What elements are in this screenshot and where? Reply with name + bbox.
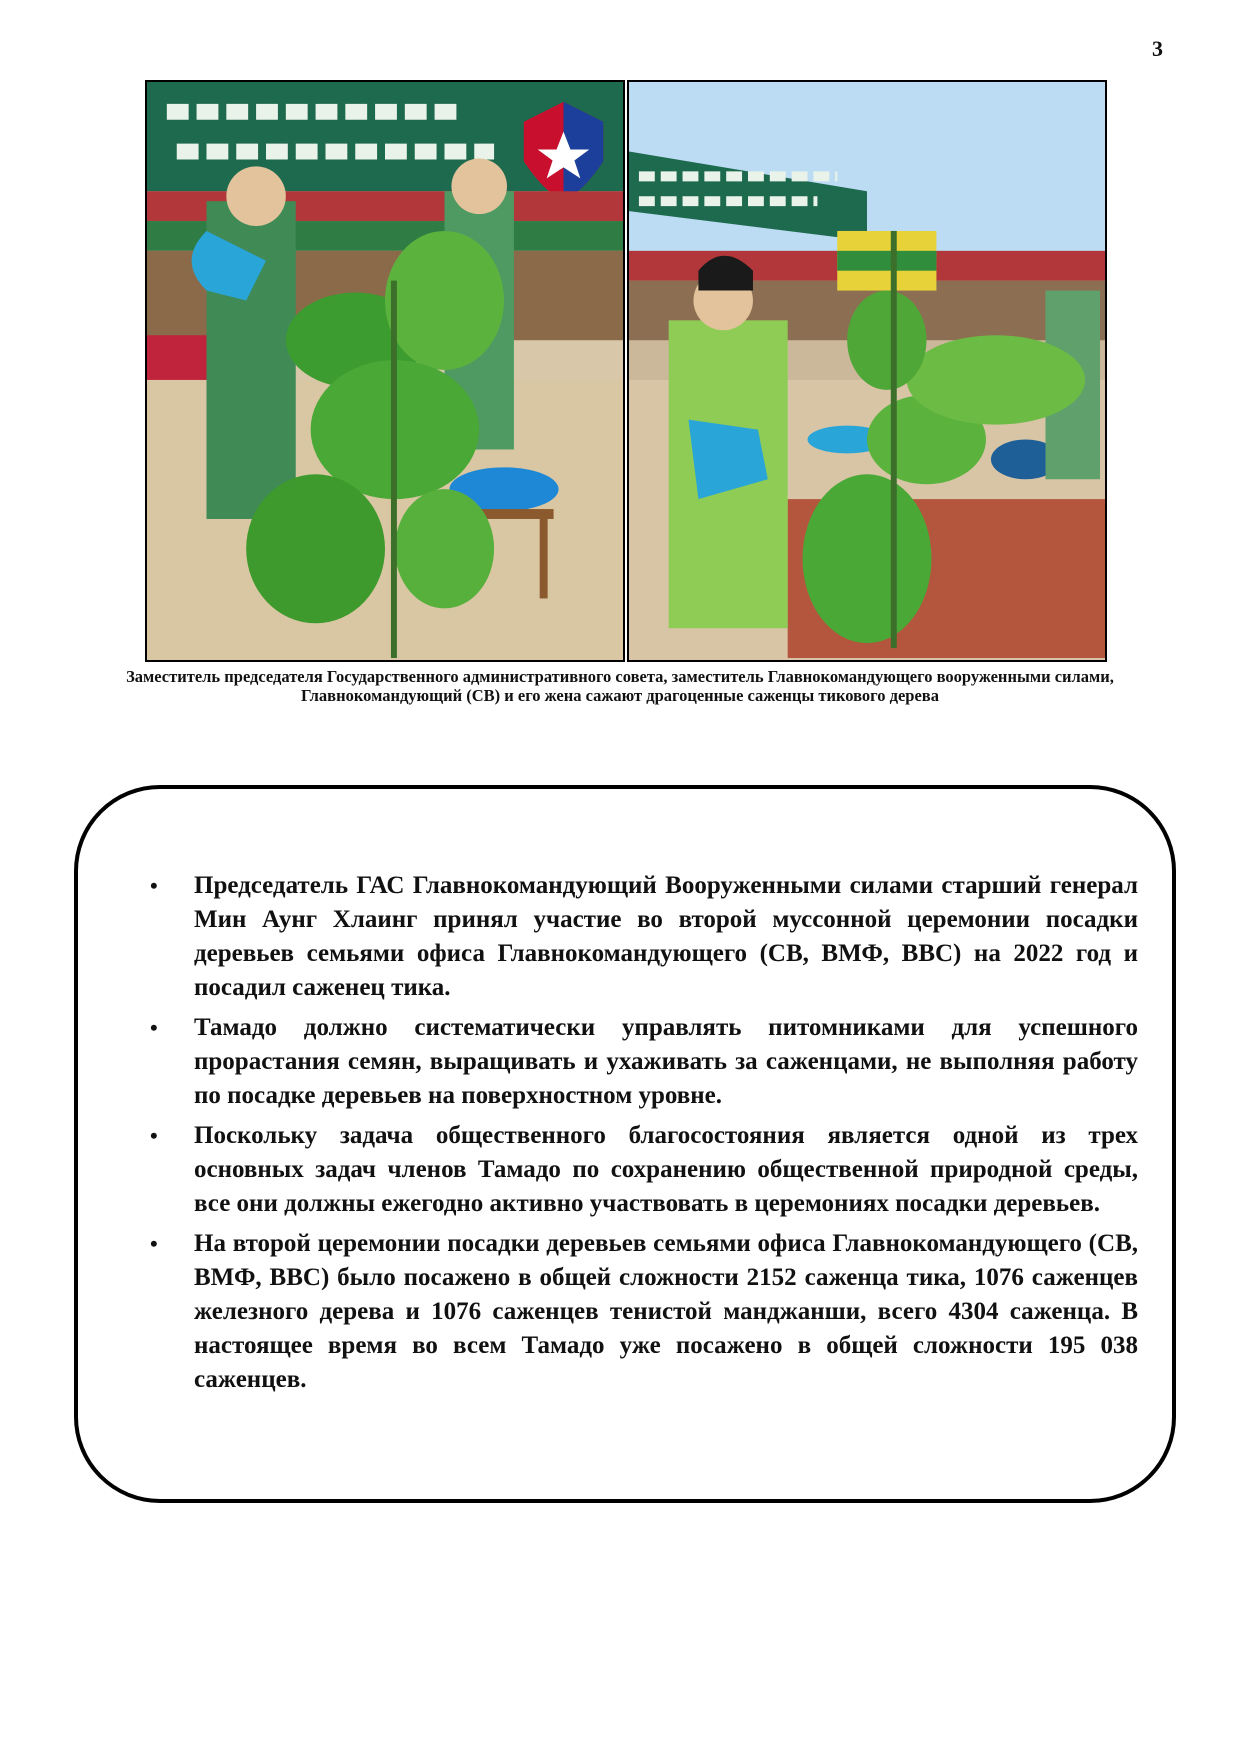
bullet-item xyxy=(150,869,1138,1005)
photo-caption: Заместитель председателя Государственного административного совета, заместитель Главнокомандующего вооруженными силами, Главнокомандующий (СВ) и его жена сажают драгоценные саженцы тикового дерева xyxy=(126,667,1114,705)
bullet-marker: • xyxy=(150,1123,158,1148)
bullet-text: Тамадо должно систематически управлять питомниками для успешного прорастания семян, выращивать и ухаживать за саженцами, не выполняя работу по посадке деревьев на поверхностном уровне. xyxy=(194,1014,1138,1109)
bullet-marker: • xyxy=(150,1015,158,1040)
photo-officer-watering-teak xyxy=(145,80,625,662)
bullet-text: На второй церемонии посадки деревьев семьями офиса Главнокомандующего (СВ, ВМФ, ВВС) было посажено в общей сложности 2152 саженца тика, 1076 саженцев железного дерева и 1076 саженцев тенистой манджанши, всего 4304 саженца. В настоящее время во всем Тамадо уже посажено в общей сложности 195 038 саженцев. xyxy=(194,1230,1138,1393)
bullet-item xyxy=(150,1227,1138,1397)
bullet-text: Председатель ГАС Главнокомандующий Вооруженными силами старший генерал Мин Аунг Хлаинг принял участие во второй муссонной церемонии посадки деревьев семьями офиса Главнокомандующего (СВ, ВМФ, ВВС) на 2022 год и посадил саженец тика. xyxy=(194,872,1138,1001)
bullet-marker: • xyxy=(150,873,158,898)
key-points-box xyxy=(74,785,1176,1503)
bullet-list xyxy=(150,869,1138,1403)
photo-wife-watering-teak xyxy=(627,80,1107,662)
bullet-marker: • xyxy=(150,1231,158,1256)
bullet-text: Поскольку задача общественного благосостояния является одной из трех основных задач членов Тамадо по сохранению общественной природной среды, все они должны ежегодно активно участвовать в церемониях посадки деревьев. xyxy=(194,1122,1138,1217)
bullet-item xyxy=(150,1011,1138,1113)
page-number: 3 xyxy=(1152,36,1163,61)
bullet-item xyxy=(150,1119,1138,1221)
